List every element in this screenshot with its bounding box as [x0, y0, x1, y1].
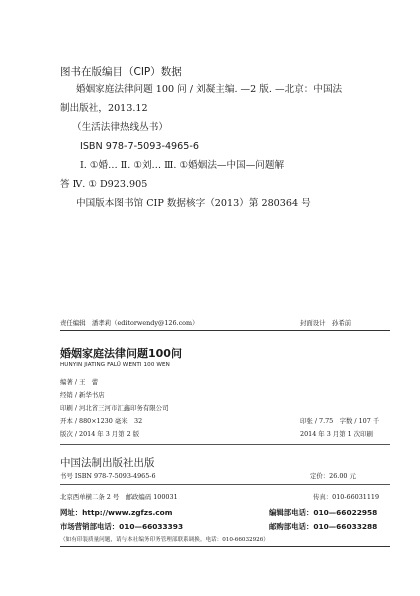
- cover-designer: 封面设计 孙希前: [300, 319, 352, 327]
- publisher-fax: 传真：010-66031119: [313, 493, 380, 501]
- publisher-name: 中国法制出版社出版: [60, 457, 155, 469]
- responsible-editor: 责任编辑 潘孝莉（editorwendy@126.com）: [60, 319, 199, 327]
- print-sheets: 印张 / 7.75 字数 / 107 千: [300, 417, 380, 425]
- editorial-phone: 编辑部电话：010—66022958: [269, 508, 378, 517]
- printing: 2014 年 3 月第 1 次印刷: [300, 430, 373, 438]
- edition: 版次 / 2014 年 3 月第 2 版: [60, 430, 140, 438]
- divider-lower: [60, 484, 390, 485]
- compiler: 编著 / 王 蕾: [60, 378, 99, 386]
- publisher-address: 北京西单横二条 2 号 邮政编码 100031: [60, 493, 178, 501]
- publisher-website: 网址：http://www.zgfzs.com: [60, 508, 173, 517]
- cip-heading: 图书在版编目（CIP）数据: [60, 66, 182, 78]
- divider-bottom: [60, 546, 390, 547]
- cip-line-publisher: 制出版社，2013.12: [60, 103, 148, 114]
- cip-record-number: 中国版本图书馆 CIP 数据核字（2013）第 280364 号: [76, 198, 311, 209]
- cip-line-title: 婚姻家庭法律问题 100 问 / 刘凝主编. —2 版. —北京：中国法: [76, 84, 343, 95]
- book-title-pinyin: HUNYIN JIATING FALÜ WENTI 100 WEN: [60, 362, 170, 368]
- marketing-phone: 市场营销部电话：010—66033393: [60, 522, 184, 531]
- cip-subjects-cont: 答 Ⅳ. ① D923.905: [60, 179, 148, 190]
- cip-isbn: ISBN 978-7-5093-4965-6: [80, 141, 199, 152]
- distributor: 经销 / 新华书店: [60, 391, 105, 399]
- printer: 印刷 / 河北省三河市汇鑫印务有限公司: [60, 404, 169, 412]
- quality-notice: （如有印装质量问题，请与本社编务印务管理部联系调换。电话：010-66032926）: [60, 537, 269, 543]
- mail-order-phone: 邮购部电话：010—66033288: [269, 522, 378, 531]
- divider-top: [60, 330, 390, 331]
- book-isbn: 书号 ISBN 978-7-5093-4965-6: [60, 472, 156, 480]
- book-title: 婚姻家庭法律问题100问: [60, 347, 182, 360]
- price: 定价：26.00 元: [310, 472, 356, 480]
- divider-middle: [60, 444, 390, 445]
- cip-subjects: Ⅰ. ①婚… Ⅱ. ①刘… Ⅲ. ①婚姻法—中国—问题解: [80, 160, 285, 171]
- cip-series: （生活法律热线丛书）: [72, 122, 168, 133]
- book-format: 开本 / 880×1230 毫米 32: [60, 417, 143, 425]
